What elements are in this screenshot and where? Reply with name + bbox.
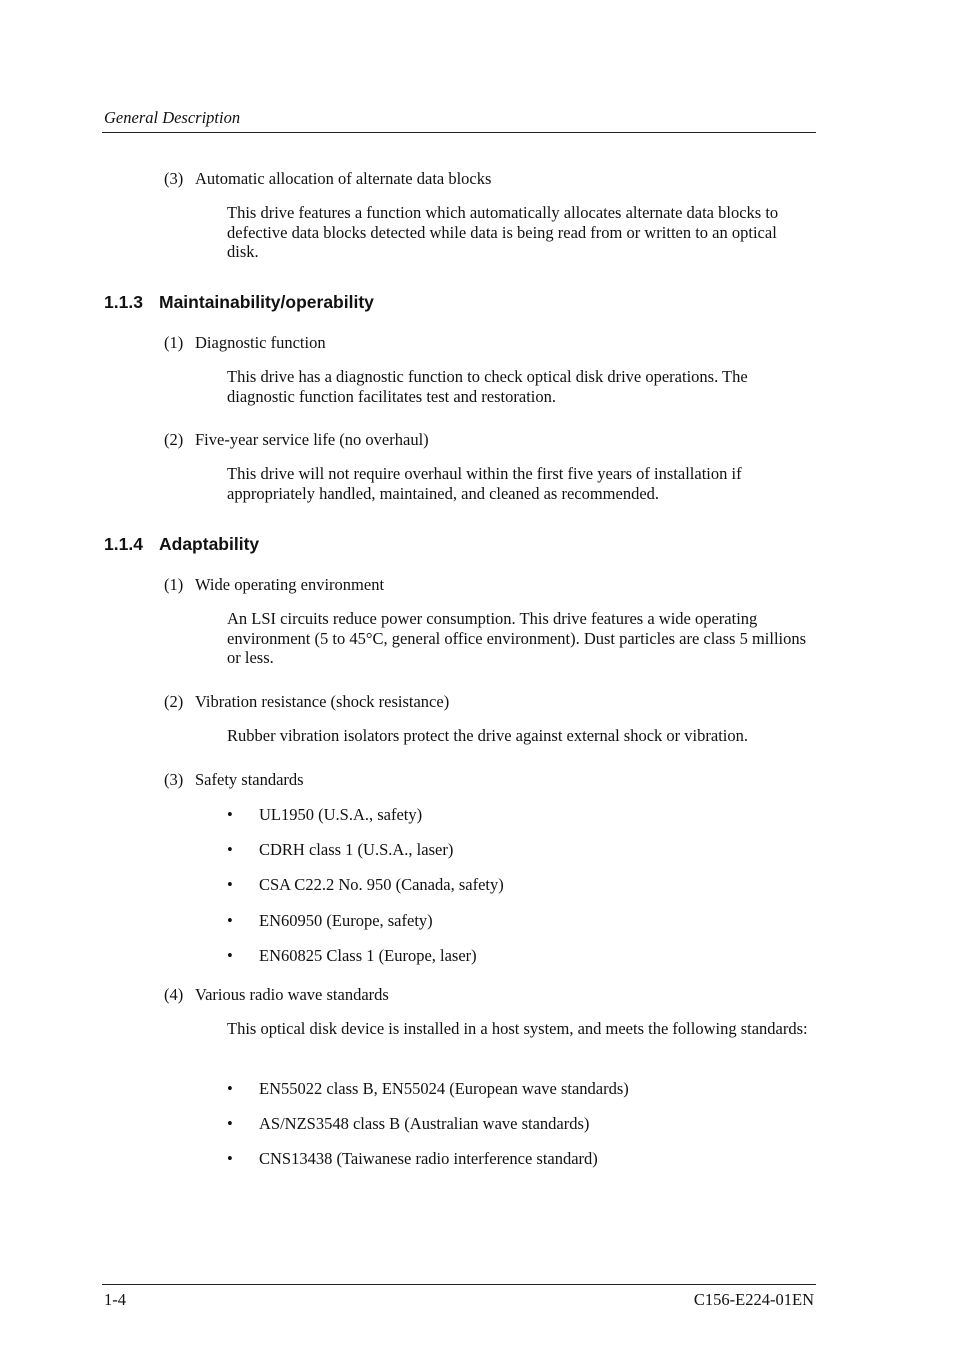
item-title: Diagnostic function [195,333,326,352]
list-item-radio [227,1114,589,1134]
item-title: Automatic allocation of alternate data blocks [195,169,492,188]
item-number: (3) [164,770,184,789]
bullet-glyph: • [227,911,233,930]
item-service-life [164,430,429,450]
bullet-glyph: • [227,805,233,824]
list-item-text: EN60950 (Europe, safety) [259,911,433,930]
item-safety-standards [164,770,304,790]
item-title: Various radio wave standards [195,985,389,1004]
list-item-text: AS/NZS3548 class B (Australian wave standards) [259,1114,590,1133]
list-item-text: UL1950 (U.S.A., safety) [259,805,423,824]
item-title: Vibration resistance (shock resistance) [195,692,450,711]
item-number: (1) [164,333,184,352]
bullet-glyph: • [227,1079,233,1098]
list-item-text: EN55022 class B, EN55024 (European wave standards) [259,1079,629,1098]
section-title: Adaptability [159,534,260,554]
item-number: (3) [164,169,184,188]
item-radio-wave-standards [164,985,389,1005]
list-item-radio [227,1079,629,1099]
list-item-safety [227,946,477,966]
list-item-safety [227,875,504,895]
item-operating-environment [164,575,384,595]
bullet-glyph: • [227,875,233,894]
list-item-radio [227,1149,598,1169]
list-item-text: CSA C22.2 No. 950 (Canada, safety) [259,875,504,894]
page-number: 1-4 [104,1290,126,1309]
list-item-text: EN60825 Class 1 (Europe, laser) [259,946,477,965]
paragraph-diagnostic-function: This drive has a diagnostic function to check optical disk drive operations. The diagnostic function facilitates test and restoration. [227,367,748,406]
list-item-text: CDRH class 1 (U.S.A., laser) [259,840,454,859]
document-id: C156-E224-01EN [693,1290,814,1309]
paragraph-automatic-allocation: This drive features a function which automatically allocates alternate data blocks to defective data blocks detected while data is being read from or written to an optical disk. [227,203,779,261]
item-title: Wide operating environment [195,575,385,594]
section-heading-adaptability [104,533,259,555]
bullet-glyph: • [227,946,233,965]
list-item-safety [227,911,433,931]
item-title: Five-year service life (no overhaul) [195,430,429,449]
list-item-text: CNS13438 (Taiwanese radio interference standard) [259,1149,598,1168]
paragraph-operating-environment: An LSI circuits reduce power consumption. This drive features a wide operating environment (5 to 45°C, general office environment). Dust particles are class 5 millions or less. [227,609,807,667]
item-title: Safety standards [195,770,304,789]
header-rule [102,132,816,133]
item-number: (2) [164,430,184,449]
item-number: (4) [164,985,184,1004]
paragraph-radio-wave-standards: This optical disk device is installed in a host system, and meets the following standards: [227,1019,808,1038]
running-header: General Description [104,108,241,127]
item-diagnostic-function [164,333,326,353]
section-title: Maintainability/operability [159,292,374,312]
bullet-glyph: • [227,1149,233,1168]
list-item-safety [227,840,453,860]
bullet-glyph: • [227,1114,233,1133]
item-vibration-resistance [164,692,449,712]
paragraph-service-life: This drive will not require overhaul within the first five years of installation if appropriately handled, maintained, and cleaned as recommended. [227,464,742,503]
item-automatic-allocation [164,169,491,189]
bullet-glyph: • [227,840,233,859]
paragraph-vibration-resistance: Rubber vibration isolators protect the drive against external shock or vibration. [227,726,748,745]
section-heading-maintainability [104,291,374,313]
section-number: 1.1.3 [104,292,143,312]
list-item-safety [227,805,422,825]
section-number: 1.1.4 [104,534,143,554]
item-number: (1) [164,575,184,594]
item-number: (2) [164,692,184,711]
footer-rule [102,1284,816,1285]
